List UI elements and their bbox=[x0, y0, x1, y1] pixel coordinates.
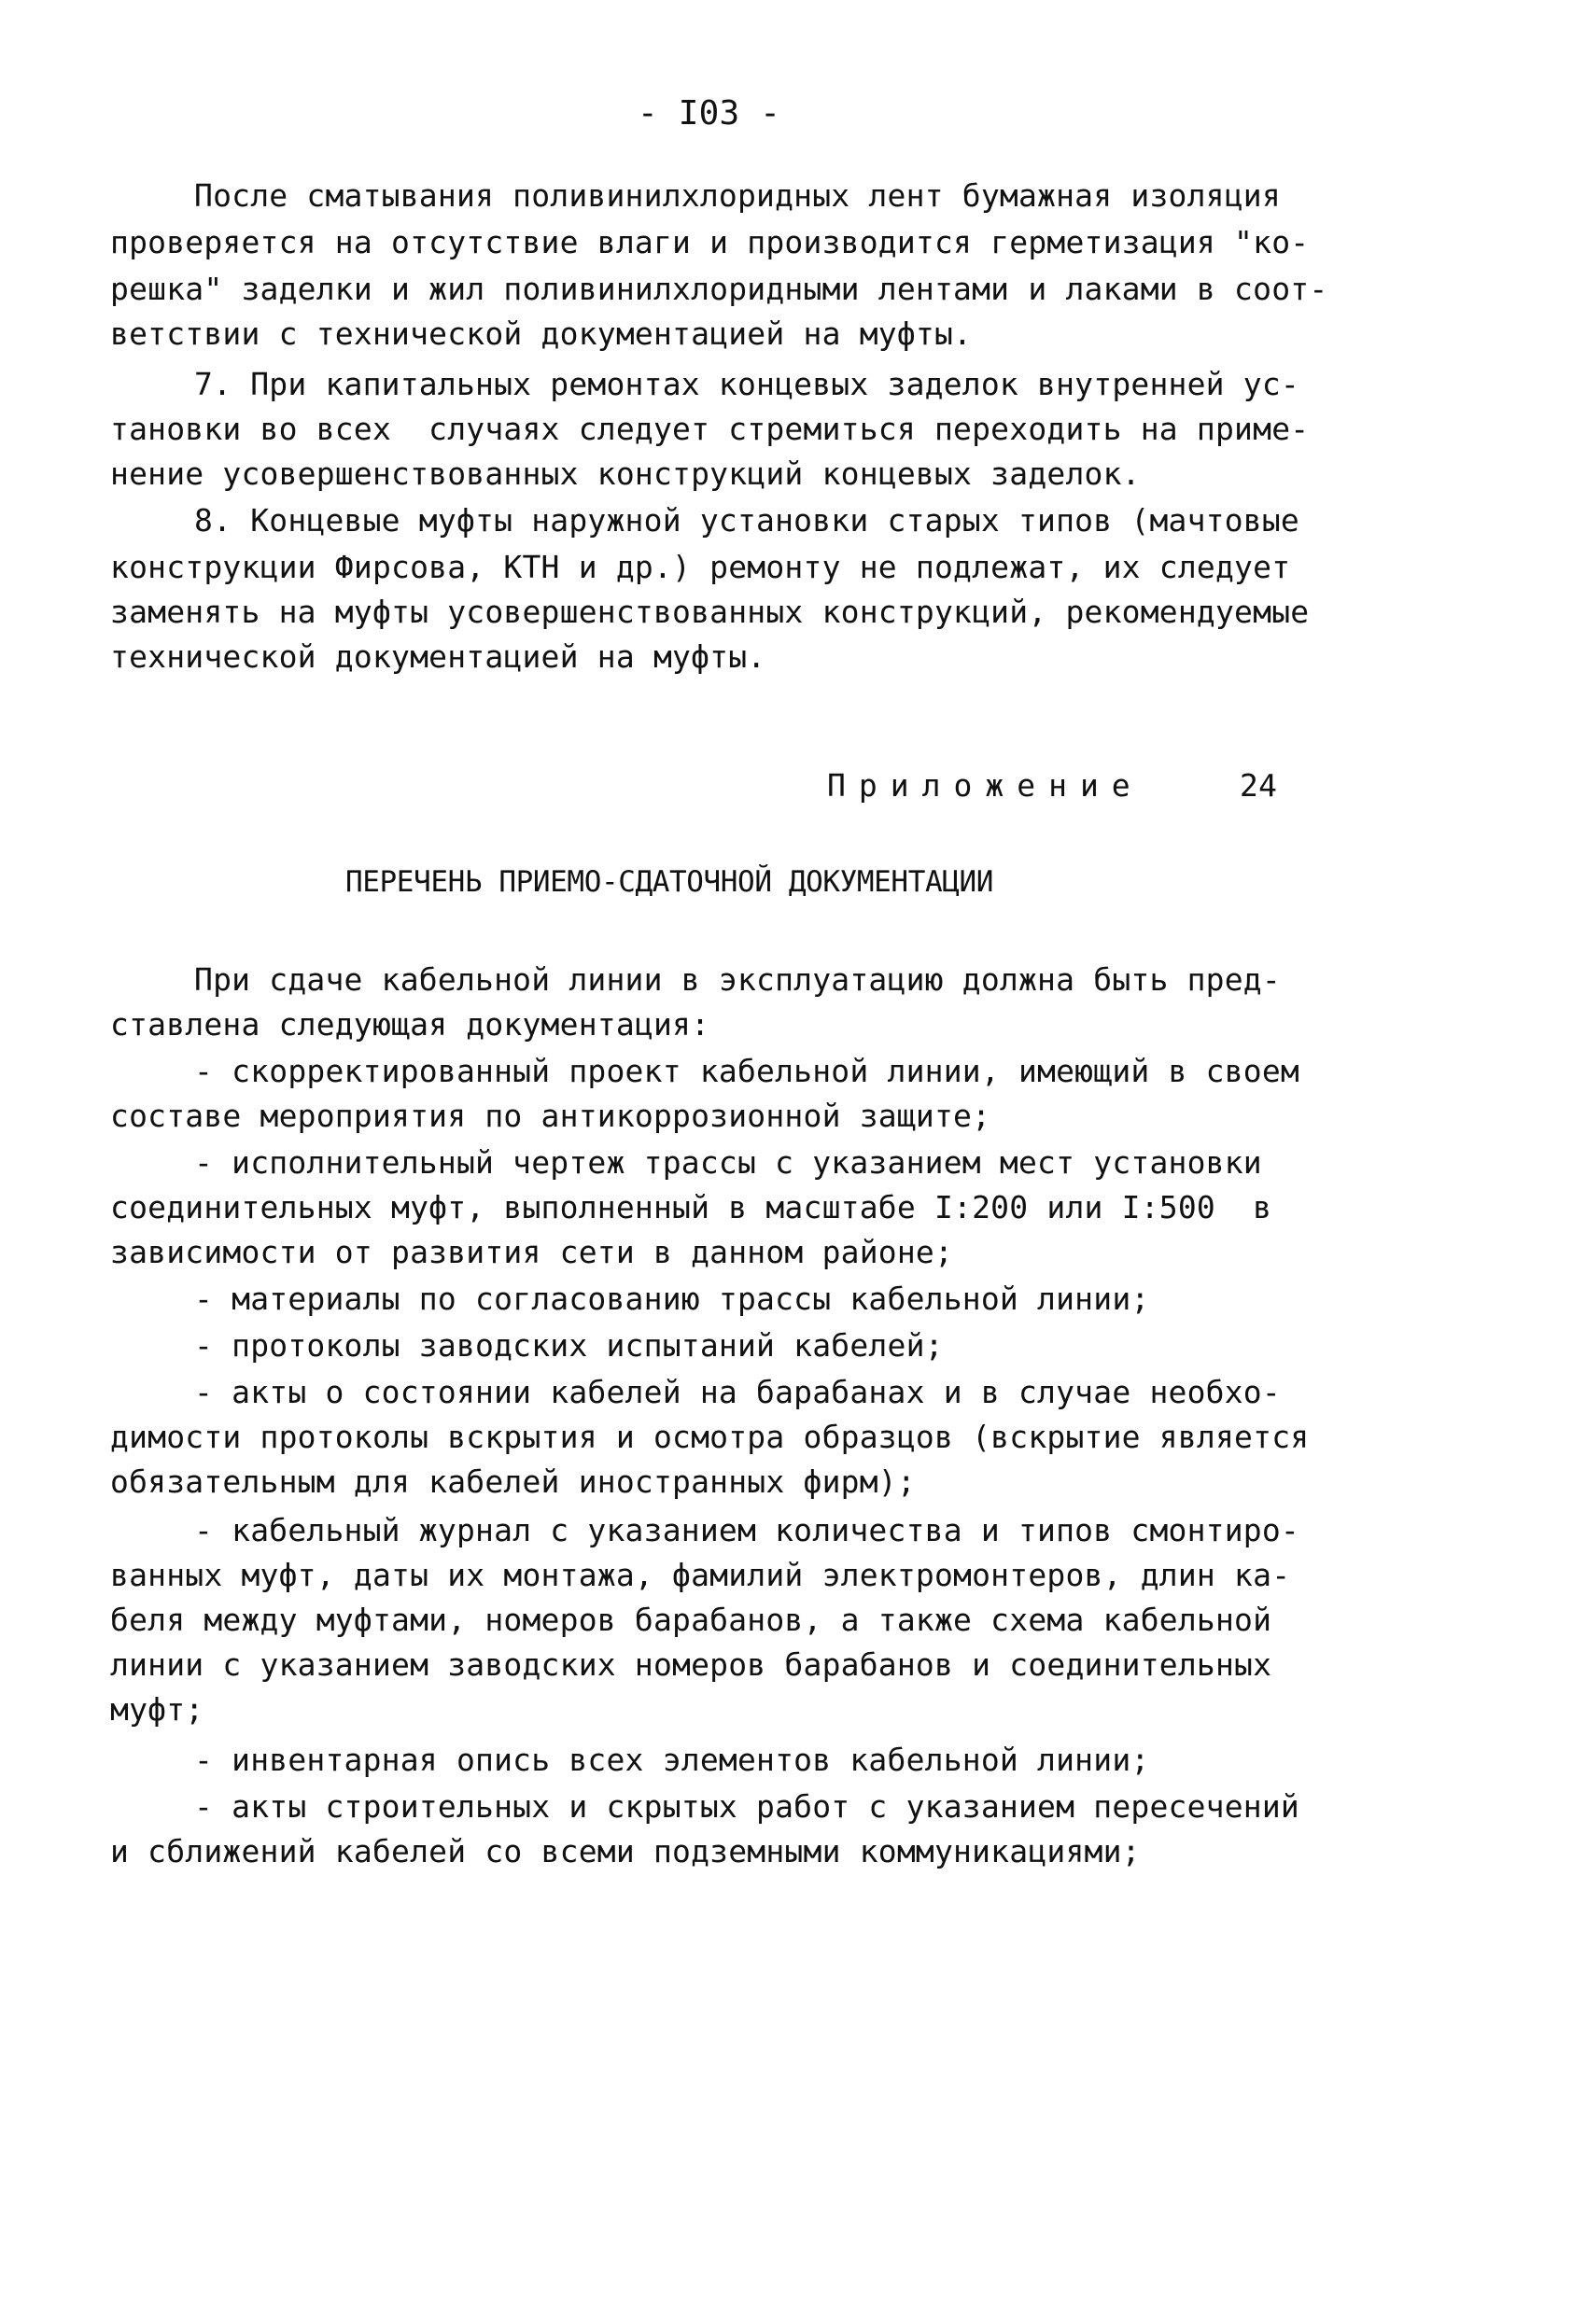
text-line: - скорректированный проект кабельной линии, имеющий в своем bbox=[194, 1053, 1299, 1089]
list-title: ПЕРЕЧЕНЬ ПРИЕМО-СДАТОЧНОЙ ДОКУМЕНТАЦИИ bbox=[345, 865, 994, 899]
text-line: - кабельный журнал с указанием количества и типов смонтиро- bbox=[194, 1512, 1299, 1548]
text-line: ветствии с технической документацией на муфты. bbox=[110, 315, 973, 352]
text-line: технической документацией на муфты. bbox=[110, 638, 766, 675]
text-line: решка" заделки и жил поливинилхлоридными лентами и лаками в соот- bbox=[110, 271, 1328, 307]
text-line: После сматывания поливинилхлоридных лент бумажная изоляция bbox=[194, 177, 1281, 214]
text-line: беля между муфтами, номеров барабанов, а также схема кабельной bbox=[110, 1602, 1272, 1638]
text-line: - исполнительный чертеж трассы с указанием мест установки bbox=[194, 1144, 1262, 1181]
text-line: и сближений кабелей со всеми подземными коммуникациями; bbox=[110, 1833, 1141, 1869]
text-line: составе мероприятия по антикоррозионной защите; bbox=[110, 1098, 991, 1134]
appendix-label: Приложение bbox=[827, 767, 1144, 804]
appendix-number: 24 bbox=[1240, 767, 1278, 804]
text-line: При сдаче кабельной линии в эксплуатацию должна быть пред- bbox=[194, 961, 1281, 998]
text-line: зависимости от развития сети в данном районе; bbox=[110, 1234, 954, 1270]
text-line: - протоколы заводских испытаний кабелей; bbox=[194, 1327, 944, 1364]
text-line: - инвентарная опись всех элементов кабельной линии; bbox=[194, 1742, 1150, 1778]
text-line: - материалы по согласованию трассы кабельной линии; bbox=[194, 1281, 1150, 1317]
text-line: 8. Концевые муфты наружной установки старых типов (мачтовые bbox=[194, 502, 1299, 539]
text-line: - акты о состоянии кабелей на барабанах и в случае необхо- bbox=[194, 1374, 1281, 1410]
text-line: нение усовершенствованных конструкций концевых заделок. bbox=[110, 455, 1141, 492]
page-number: - I03 - bbox=[638, 94, 781, 133]
text-line: соединительных муфт, выполненный в масштабе I:200 или I:500 в bbox=[110, 1189, 1272, 1225]
text-line: проверяется на отсутствие влаги и производится герметизация "ко- bbox=[110, 224, 1310, 260]
text-line: заменять на муфты усовершенствованных конструкций, рекомендуемые bbox=[110, 594, 1310, 630]
text-line: обязательным для кабелей иностранных фирм); bbox=[110, 1463, 916, 1500]
text-line: линии с указанием заводских номеров барабанов и соединительных bbox=[110, 1646, 1272, 1683]
text-line: ставлена следующая документация: bbox=[110, 1006, 710, 1043]
text-line: муфт; bbox=[110, 1691, 204, 1728]
text-line: димости протоколы вскрытия и осмотра образцов (вскрытие является bbox=[110, 1419, 1310, 1455]
text-line: тановки во всех случаях следует стремиться переходить на приме- bbox=[110, 411, 1310, 447]
text-line: конструкции Фирсова, КТН и др.) ремонту не подлежат, их следует bbox=[110, 549, 1291, 585]
text-line: - акты строительных и скрытых работ с указанием пересечений bbox=[194, 1788, 1299, 1825]
text-line: ванных муфт, даты их монтажа, фамилий электромонтеров, длин ка- bbox=[110, 1557, 1291, 1593]
text-line: 7. При капитальных ремонтах концевых заделок внутренней ус- bbox=[194, 366, 1299, 402]
